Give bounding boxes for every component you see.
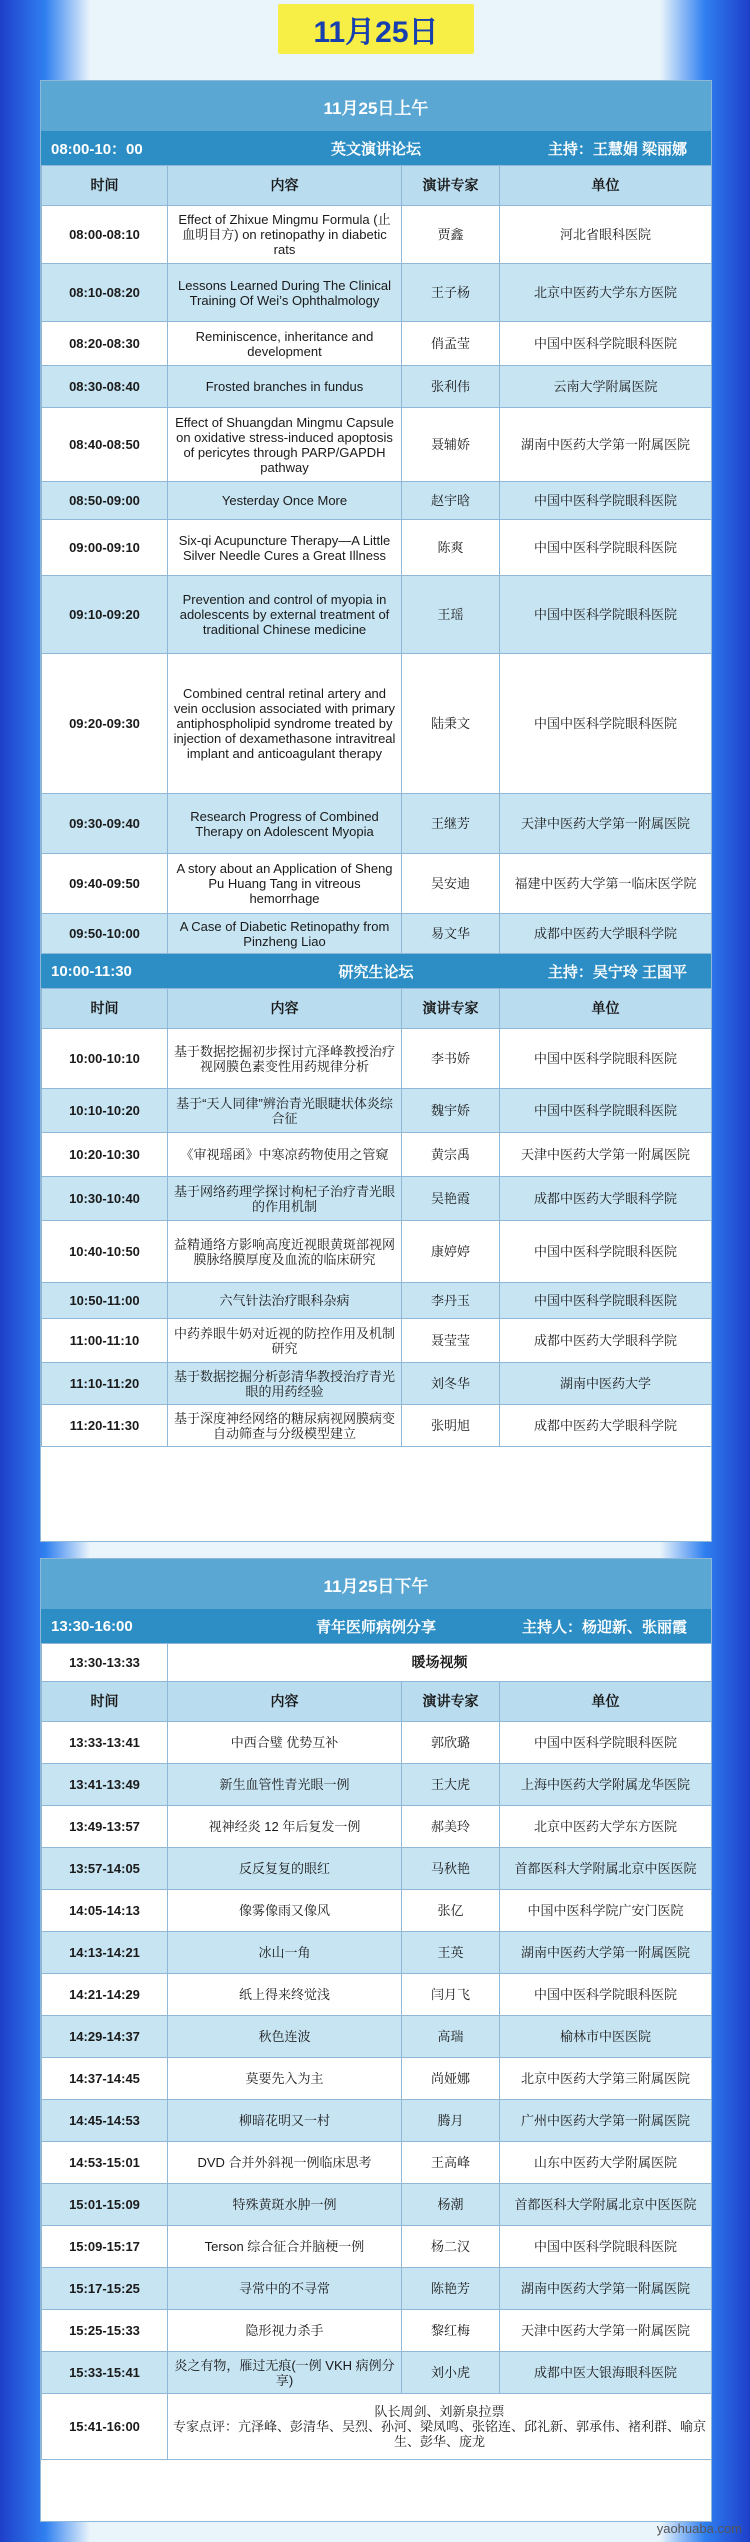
row-content: 隐形视力杀手 [168,2310,402,2352]
review-line-1: 队长周剑、刘新泉拉票 [374,2404,505,2419]
row-time: 08:40-08:50 [42,408,168,482]
row-speaker: 闫月飞 [402,1974,500,2016]
table-row [42,206,712,264]
row-unit: 成都中医药大学眼科学院 [500,1177,712,1221]
row-content: 冰山一角 [168,1932,402,1974]
row-unit: 广州中医药大学第一附属医院 [500,2100,712,2142]
table-row [42,520,712,576]
morning-panel [40,80,712,1542]
row-speaker: 王继芳 [402,794,500,854]
header-unit: 单位 [500,1682,712,1722]
row-speaker: 吴艳霞 [402,1177,500,1221]
table-row [42,1221,712,1283]
table-row [42,2058,712,2100]
row-speaker: 刘冬华 [402,1363,500,1405]
row-time: 10:40-10:50 [42,1221,168,1283]
row-speaker: 陈艳芳 [402,2268,500,2310]
row-content: DVD 合并外斜视一例临床思考 [168,2142,402,2184]
row-time: 15:09-15:17 [42,2226,168,2268]
row-content: 莫要先入为主 [168,2058,402,2100]
row-time: 09:30-09:40 [42,794,168,854]
row-time: 13:41-13:49 [42,1764,168,1806]
table-row [42,1848,712,1890]
row-time: 08:20-08:30 [42,322,168,366]
row-unit: 天津中医药大学第一附属医院 [500,1133,712,1177]
table-row [42,1089,712,1133]
row-unit: 中国中医科学院眼科医院 [500,1221,712,1283]
table-row [42,2268,712,2310]
table-row [42,2100,712,2142]
header-time: 时间 [42,1682,168,1722]
table-row [42,794,712,854]
row-time: 11:20-11:30 [42,1405,168,1447]
header-content: 内容 [168,1682,402,1722]
row-content: Yesterday Once More [168,482,402,520]
row-speaker: 王高峰 [402,2142,500,2184]
row-speaker: 赵宇晗 [402,482,500,520]
row-time: 09:20-09:30 [42,654,168,794]
header-unit: 单位 [500,166,712,206]
row-speaker: 吴安迪 [402,854,500,914]
row-time: 14:45-14:53 [42,2100,168,2142]
table-row [42,1177,712,1221]
row-unit: 湖南中医药大学第一附属医院 [500,408,712,482]
case-sharing-table [41,1643,712,2460]
row-content: 柳暗花明又一村 [168,2100,402,2142]
english-forum-table [41,165,712,954]
session-english-forum-bar [41,131,711,165]
row-unit: 天津中医药大学第一附属医院 [500,794,712,854]
row-speaker: 张利伟 [402,366,500,408]
row-time: 10:00-10:10 [42,1029,168,1089]
session-case-sharing-bar [41,1609,711,1643]
table-row [42,1363,712,1405]
row-unit: 云南大学附属医院 [500,366,712,408]
row-unit: 河北省眼科医院 [500,206,712,264]
review-line-2: 专家点评：亢泽峰、彭清华、吴烈、孙河、梁凤鸣、张铭连、邱礼新、郭承伟、褚利群、喻京生、彭华、庞龙 [173,2419,707,2449]
session-time: 13:30-16:00 [51,1617,133,1635]
row-content: 纸上得来终觉浅 [168,1974,402,2016]
row-time: 08:50-09:00 [42,482,168,520]
row-content: 寻常中的不寻常 [168,2268,402,2310]
row-unit: 中国中医科学院眼科医院 [500,2226,712,2268]
header-speaker: 演讲专家 [402,1682,500,1722]
table-row [42,2016,712,2058]
row-time: 14:13-14:21 [42,1932,168,1974]
afternoon-panel [40,1558,712,2522]
table-row [42,1405,712,1447]
row-speaker: 易文华 [402,914,500,954]
row-time: 09:00-09:10 [42,520,168,576]
row-unit: 湖南中医药大学 [500,1363,712,1405]
row-unit: 成都中医药大学眼科学院 [500,1405,712,1447]
row-unit: 天津中医药大学第一附属医院 [500,2310,712,2352]
row-content: A story about an Application of Sheng Pu Huang Tang in vitreous hemorrhage [168,854,402,914]
row-unit: 中国中医科学院眼科医院 [500,1283,712,1319]
review-content [168,2394,712,2460]
row-speaker: 王瑶 [402,576,500,654]
table-row [42,366,712,408]
row-unit: 湖南中医药大学第一附属医院 [500,2268,712,2310]
row-unit: 榆林市中医医院 [500,2016,712,2058]
row-speaker: 张明旭 [402,1405,500,1447]
afternoon-title: 11月25日下午 [41,1559,711,1609]
header-speaker: 演讲专家 [402,166,500,206]
morning-title: 11月25日上午 [41,81,711,131]
row-content: Prevention and control of myopia in adolescents by external treatment of traditional Chinese medicine [168,576,402,654]
row-content: 新生血管性青光眼一例 [168,1764,402,1806]
row-unit: 北京中医药大学第三附属医院 [500,2058,712,2100]
row-speaker: 李丹玉 [402,1283,500,1319]
row-time: 10:20-10:30 [42,1133,168,1177]
table-row [42,2142,712,2184]
session-time: 08:00-10：00 [51,140,143,158]
row-unit: 中国中医科学院眼科医院 [500,322,712,366]
table-row [42,2184,712,2226]
table-row [42,1974,712,2016]
row-time: 10:30-10:40 [42,1177,168,1221]
session-graduate-forum-bar [41,954,711,988]
row-speaker: 黎红梅 [402,2310,500,2352]
row-content: 炎之有物，雁过无痕(一例 VKH 病例分享) [168,2352,402,2394]
row-content: Six-qi Acupuncture Therapy—A Little Silver Needle Cures a Great Illness [168,520,402,576]
table-row [42,576,712,654]
table-row [42,1283,712,1319]
session-name: 研究生论坛 [338,963,414,981]
row-unit: 成都中医药大学眼科学院 [500,1319,712,1363]
row-speaker: 李书娇 [402,1029,500,1089]
row-speaker: 王子杨 [402,264,500,322]
graduate-forum-table [41,988,712,1447]
row-speaker: 杨二汉 [402,2226,500,2268]
row-content: Effect of Zhixue Mingmu Formula (止血明目方) on retinopathy in diabetic rats [168,206,402,264]
row-content: Reminiscence, inheritance and development [168,322,402,366]
table-row [42,854,712,914]
row-time: 14:29-14:37 [42,2016,168,2058]
row-time: 09:50-10:00 [42,914,168,954]
row-speaker: 聂莹莹 [402,1319,500,1363]
row-time: 15:25-15:33 [42,2310,168,2352]
header-speaker: 演讲专家 [402,989,500,1029]
row-time: 08:30-08:40 [42,366,168,408]
row-unit: 湖南中医药大学第一附属医院 [500,1932,712,1974]
header-time: 时间 [42,166,168,206]
row-unit: 上海中医药大学附属龙华医院 [500,1764,712,1806]
table-row [42,2310,712,2352]
row-speaker: 马秋艳 [402,1848,500,1890]
row-time: 08:10-08:20 [42,264,168,322]
row-speaker: 杨潮 [402,2184,500,2226]
row-unit: 首都医科大学附属北京中医医院 [500,2184,712,2226]
table-row [42,2226,712,2268]
row-content: 基于数据挖掘初步探讨亢泽峰教授治疗视网膜色素变性用药规律分析 [168,1029,402,1089]
table-row [42,264,712,322]
row-speaker: 张亿 [402,1890,500,1932]
row-content: Terson 综合征合并脑梗一例 [168,2226,402,2268]
table-row [42,1806,712,1848]
review-row [42,2394,712,2460]
row-time: 14:53-15:01 [42,2142,168,2184]
table-row [42,914,712,954]
row-speaker: 陈爽 [402,520,500,576]
row-unit: 首都医科大学附属北京中医医院 [500,1848,712,1890]
row-time: 11:00-11:10 [42,1319,168,1363]
row-speaker: 郭欣璐 [402,1722,500,1764]
row-unit: 中国中医科学院眼科医院 [500,482,712,520]
row-speaker: 郝美玲 [402,1806,500,1848]
row-time: 13:33-13:41 [42,1722,168,1764]
row-content: 秋色连波 [168,2016,402,2058]
table-row [42,2352,712,2394]
table-row [42,482,712,520]
table-row [42,1890,712,1932]
row-unit: 北京中医药大学东方医院 [500,1806,712,1848]
row-time: 15:41-16:00 [42,2394,168,2460]
row-time: 13:57-14:05 [42,1848,168,1890]
row-unit: 中国中医科学院眼科医院 [500,1722,712,1764]
row-content: 《审视瑶函》中寒凉药物使用之管窥 [168,1133,402,1177]
row-content: 视神经炎 12 年后复发一例 [168,1806,402,1848]
row-content: Lessons Learned During The Clinical Training Of Wei’s Ophthalmology [168,264,402,322]
row-unit: 福建中医药大学第一临床医学院 [500,854,712,914]
row-unit: 山东中医药大学附属医院 [500,2142,712,2184]
row-unit: 中国中医科学院眼科医院 [500,576,712,654]
table-row [42,1722,712,1764]
row-content: Effect of Shuangdan Mingmu Capsule on oxidative stress-induced apoptosis of pericytes through PARP/GAPDH pathway [168,408,402,482]
session-time: 10:00-11:30 [51,962,132,980]
warmup-row [42,1644,712,1682]
header-unit: 单位 [500,989,712,1029]
table-row [42,654,712,794]
row-unit: 成都中医药大学眼科学院 [500,914,712,954]
row-content: 特殊黄斑水肿一例 [168,2184,402,2226]
row-time: 10:10-10:20 [42,1089,168,1133]
row-time: 15:17-15:25 [42,2268,168,2310]
row-content: Frosted branches in fundus [168,366,402,408]
session-host: 主持：王慧娟 梁丽娜 [547,140,687,158]
row-speaker: 康婷婷 [402,1221,500,1283]
row-speaker: 陆秉文 [402,654,500,794]
row-content: Combined central retinal artery and vein occlusion associated with primary antiphospholipid syndrome treated by injection of dexamethasone intravitreal implant and anticoagulant therapy [168,654,402,794]
row-content: 基于深度神经网络的糖尿病视网膜病变自动筛查与分级模型建立 [168,1405,402,1447]
row-content: 中西合璧 优势互补 [168,1722,402,1764]
session-name: 青年医师病例分享 [315,1618,436,1636]
row-content: 像雾像雨又像风 [168,1890,402,1932]
row-speaker: 贾鑫 [402,206,500,264]
row-time: 09:40-09:50 [42,854,168,914]
row-content: 中药养眼牛奶对近视的防控作用及机制研究 [168,1319,402,1363]
table-row [42,322,712,366]
row-content: 基于数据挖掘分析彭清华教授治疗青光眼的用药经验 [168,1363,402,1405]
table-row [42,408,712,482]
row-speaker: 王英 [402,1932,500,1974]
row-speaker: 王大虎 [402,1764,500,1806]
row-content: 反反复复的眼红 [168,1848,402,1890]
row-time: 11:10-11:20 [42,1363,168,1405]
row-time: 13:49-13:57 [42,1806,168,1848]
warmup-label: 暖场视频 [168,1644,712,1682]
row-speaker: 聂辅娇 [402,408,500,482]
row-time: 14:37-14:45 [42,2058,168,2100]
row-unit: 北京中医药大学东方医院 [500,264,712,322]
row-time: 15:01-15:09 [42,2184,168,2226]
row-time: 09:10-09:20 [42,576,168,654]
table-header-row [42,989,712,1029]
row-speaker: 魏宇娇 [402,1089,500,1133]
row-content: Research Progress of Combined Therapy on Adolescent Myopia [168,794,402,854]
session-host: 主持人：杨迎新、张丽霞 [521,1618,687,1636]
table-row [42,1764,712,1806]
table-row [42,1932,712,1974]
row-content: 六气针法治疗眼科杂病 [168,1283,402,1319]
row-content: 基于“天人同律”辨治青光眼睫状体炎综合征 [168,1089,402,1133]
session-name: 英文演讲论坛 [330,140,421,158]
row-unit: 中国中医科学院眼科医院 [500,1029,712,1089]
row-content: 基于网络药理学探讨枸杞子治疗青光眼的作用机制 [168,1177,402,1221]
row-speaker: 尚娅娜 [402,2058,500,2100]
row-unit: 中国中医科学院眼科医院 [500,1089,712,1133]
row-speaker: 刘小虎 [402,2352,500,2394]
table-row [42,1133,712,1177]
row-time: 15:33-15:41 [42,2352,168,2394]
row-content: A Case of Diabetic Retinopathy from Pinzheng Liao [168,914,402,954]
row-speaker: 高瑞 [402,2016,500,2058]
row-unit: 中国中医科学院眼科医院 [500,654,712,794]
row-unit: 中国中医科学院眼科医院 [500,1974,712,2016]
table-header-row [42,1682,712,1722]
row-content: 益精通络方影响高度近视眼黄斑部视网膜脉络膜厚度及血流的临床研究 [168,1221,402,1283]
row-unit: 中国中医科学院眼科医院 [500,520,712,576]
session-host: 主持：吴宁玲 王国平 [547,963,687,981]
row-time: 10:50-11:00 [42,1283,168,1319]
row-speaker: 俏孟莹 [402,322,500,366]
table-row [42,1029,712,1089]
watermark: yaohuaba.com [656,2521,742,2536]
row-speaker: 腾月 [402,2100,500,2142]
row-unit: 成都中医大银海眼科医院 [500,2352,712,2394]
header-time: 时间 [42,989,168,1029]
table-header-row [42,166,712,206]
row-time: 14:21-14:29 [42,1974,168,2016]
date-banner: 11月25日 [278,4,474,54]
table-row [42,1319,712,1363]
row-unit: 中国中医科学院广安门医院 [500,1890,712,1932]
row-time: 13:30-13:33 [42,1644,168,1682]
header-content: 内容 [168,166,402,206]
row-time: 08:00-08:10 [42,206,168,264]
header-content: 内容 [168,989,402,1029]
row-speaker: 黄宗禹 [402,1133,500,1177]
row-time: 14:05-14:13 [42,1890,168,1932]
